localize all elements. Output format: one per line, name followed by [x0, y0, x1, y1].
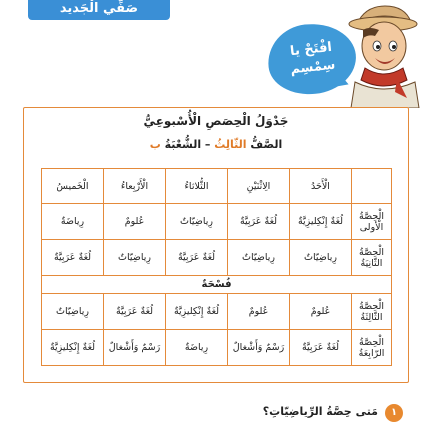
schedule-cell: رِياضِيّاتٌ	[228, 240, 290, 276]
grade-prefix: الصَّفُّ	[250, 138, 283, 151]
character-illustration	[335, 0, 430, 108]
period-label	[352, 294, 392, 330]
schedule-frame	[23, 107, 409, 383]
schedule-cell: لُغَةٌ إِنْكِليزِيَّةٌ	[166, 294, 228, 330]
schedule-cell: عُلومٌ	[104, 204, 166, 240]
schedule-cell: رِياضَةٌ	[166, 330, 228, 366]
period-label-ordinal: الثّانِيَةُ	[360, 257, 383, 269]
schedule-cell: لُغَةٌ إِنْكِليزِيَّةٌ	[290, 204, 352, 240]
question-number-badge: ١	[385, 404, 403, 422]
schedule-cell: رِياضِيّاتٌ	[290, 240, 352, 276]
table-corner-cell	[352, 169, 392, 204]
period-label-word: الْحِصَّةُ	[359, 210, 384, 222]
day-header: الْخَميسُ	[42, 169, 104, 204]
schedule-cell: لُغَةٌ عَرَبِيَّةٌ	[166, 240, 228, 276]
schedule-cell: عُلومٌ	[228, 294, 290, 330]
schedule-cell: رِياضِيّاتٌ	[42, 294, 104, 330]
schedule-cell: لُغَةٌ عَرَبِيَّةٌ	[104, 294, 166, 330]
section-prefix: – الشُّعْبَةُ	[164, 138, 211, 151]
schedule-title: جَدْوَلُ الْحِصَصِ الْأُسْبوعِيُّ	[143, 114, 289, 128]
period-label-word: الْحِصَّةُ	[359, 246, 384, 258]
period-label-word: الْحِصَّةُ	[359, 336, 384, 348]
day-header: الْأَحَدُ	[290, 169, 352, 204]
period-label-ordinal: الْأولى	[359, 221, 384, 233]
table-header-row	[42, 169, 392, 204]
speech-bubble-line-1: افْتَحْ يا	[289, 39, 333, 60]
period-label-ordinal: الثّالِثَةُ	[360, 311, 383, 323]
day-header: الثُّلاثاءُ	[166, 169, 228, 204]
schedule-cell: لُغَةٌ عَرَبِيَّةٌ	[42, 240, 104, 276]
table-row	[42, 204, 392, 240]
break-label: فُسْحَةٌ	[42, 276, 392, 294]
period-label	[352, 204, 392, 240]
speech-bubble-line-2: سِمْسِم	[289, 57, 337, 78]
section-banner: صَفِّي الْجَديد	[28, 0, 170, 20]
day-header: الْأَرْبِعاءُ	[104, 169, 166, 204]
day-header: الِاثْنَيْنِ	[228, 169, 290, 204]
break-row	[42, 276, 392, 294]
weekly-schedule-table	[41, 168, 392, 366]
grade-value: الثّالِثُ	[214, 138, 247, 151]
schedule-cell: عُلومٌ	[290, 294, 352, 330]
schedule-cell: رَسْمٌ وَأَشْغالٌ	[104, 330, 166, 366]
schedule-cell: رِياضَةٌ	[42, 204, 104, 240]
period-label-ordinal: الرّابِعَةُ	[358, 347, 385, 359]
schedule-cell: لُغَةٌ عَرَبِيَّةٌ	[290, 330, 352, 366]
schedule-cell: رَسْمٌ وَأَشْغالٌ	[228, 330, 290, 366]
schedule-cell: رِياضِيّاتٌ	[166, 204, 228, 240]
schedule-cell: رِياضِيّاتٌ	[104, 240, 166, 276]
schedule-subtitle	[24, 138, 408, 151]
schedule-cell: لُغَةٌ عَرَبِيَّةٌ	[228, 204, 290, 240]
period-label	[352, 330, 392, 366]
question-text: مَتى حِصَّةُ الرِّياضِيّاتِ؟	[262, 405, 378, 418]
schedule-cell: لُغَةٌ إِنْكِليزِيَّةٌ	[42, 330, 104, 366]
table-row	[42, 240, 392, 276]
table-row	[42, 330, 392, 366]
table-row	[42, 294, 392, 330]
section-value: ب	[149, 138, 161, 151]
period-label-word: الْحِصَّةُ	[359, 300, 384, 312]
period-label	[352, 240, 392, 276]
